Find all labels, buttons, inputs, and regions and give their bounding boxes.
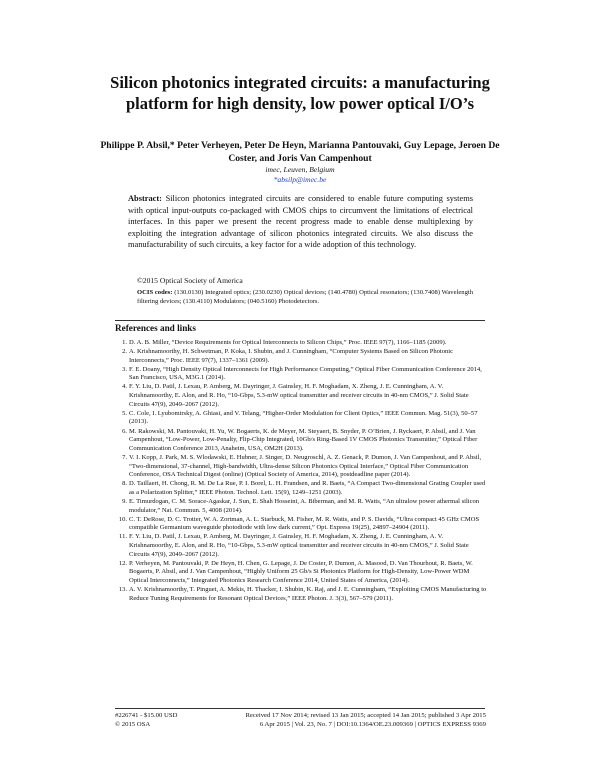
reference-number: 2. (122, 348, 127, 356)
reference-text: V. I. Kopp, J. Park, M. S. Wlodawski, E. Hubner, J. Singer, D. Neugroschl, A. Z. Genack, P. Dumon, J. Van Campenhout, and P. Absil, “Two-dimensional, 37-channel, High-bandwidth, Ultra-dense Silicon Photonics Optical Interface,” Optical Fiber Communication Conference, OSA Technical Digest (online) (Optical Society of America, 2014), postdeadline paper (2014). (129, 453, 482, 479)
ocis-label: OCIS codes: (137, 289, 173, 296)
reference-item (115, 339, 487, 348)
osa-copyright: © 2015 OSA (115, 721, 151, 729)
reference-item (115, 428, 487, 454)
reference-number: 3. (122, 365, 127, 373)
reference-text: D. A. B. Miller, “Device Requirements for Optical Interconnects to Silicon Chips,” Proc. IEEE 97(7), 1166–1185 (2009). (129, 339, 447, 346)
article-id: #226741 - $15.00 USD (115, 712, 178, 719)
footer-divider (115, 708, 485, 709)
reference-text: F. E. Doany, “High Density Optical Interconnects for High Performance Computing,” Optical Fiber Communication Conference 2014, San Francisco, USA, M3G.1 (2014). (129, 365, 482, 382)
abstract-label: Abstract: (128, 194, 162, 203)
abstract-text: Silicon photonics integrated circuits are considered to enable future computing systems with optical input-outputs co-packaged with CMOS chips to circumvent the limitations of electrical interfaces. In this paper we present the recent progress made to enable dense multiplexing by exploiting the integration advantage of silicon photonics integrated circuits. We also discuss the manufacturability of such circuits, a key factor for a wide adoption of this technology. (128, 194, 474, 250)
affiliation: imec, Leuven, Belgium (265, 165, 335, 174)
reference-item (115, 383, 487, 409)
journal-citation: 6 Apr 2015 | Vol. 23, No. 7 | DOI:10.1364/OE.23.009369 | OPTICS EXPRESS 9369 (259, 721, 486, 729)
reference-item (115, 366, 487, 383)
reference-number: 13. (118, 586, 127, 594)
reference-item (115, 586, 487, 603)
reference-number: 4. (122, 383, 127, 391)
reference-text: F. Y. Liu, D. Patil, J. Lexau, P. Amberg, M. Dayringer, J. Gainsley, H. F. Moghadam, X. Zheng, J. E. Cunningham, A. V. Krishnamoorthy, E. Alon, and R. Ho, “10-Gbps, 5.3-mW optical transmitter and receiver circuits in 40-nm CMOS,” J. Solid State Circuits 47(9), 2049–2067 (2012). (129, 383, 469, 408)
reference-number: 12. (118, 559, 127, 567)
received-dates: Received 17 Nov 2014; revised 13 Jan 2015; accepted 14 Jan 2015; published 3 Apr 2015 (245, 712, 486, 719)
reference-number: 8. (122, 480, 127, 488)
reference-item (115, 498, 487, 515)
corresponding-email[interactable]: *absilp@imec.be (273, 175, 327, 184)
reference-text: P. Verheyen, M. Pantouvaki, P. De Heyn, H. Chen, G. Lepage, J. De Coster, P. Dumon, A. Masood, D. Van Thourhout, R. Baets, W. Bogaerts, P. Absil, and J. Van Campenhout, “Highly Uniform 25 Gb/s Si Photonics Platform for High-Density, Low-Power WDM Optical Interconnects,” Integrated Photonics Research Conference 2014, United States of America, (2014). (129, 559, 473, 585)
reference-item (115, 533, 487, 559)
reference-text: C. T. DeRose, D. C. Trotter, W. A. Zortman, A. L. Starbuck, M. Fisher, M. R. Watts, and P. S. Davids, “Ultra compact 45 GHz CMOS compatible Germanium waveguide photodiode with low dark current,” Opt. Express 19(25), 24897–24904 (2011). (129, 515, 480, 532)
reference-text: M. Rakowski, M. Pantouvaki, H. Yu, W. Bogaerts, K. de Meyer, M. Steyaert, B. Snyder, P. O’Brien, J. Ryckaert, P. Absil, and J. Van Campenhout, “Low-Power, Low-Penalty, Flip-Chip Integrated, 10Gb/s Ring-Based 1V CMOS Photonics Transmitter,” Optical Fiber Communication Conference 2013, Anaheim, USA, OM2H (2013). (129, 427, 478, 452)
reference-item (115, 560, 487, 586)
reference-text: C. Cole, I. Lyubomirsky, A. Ghiasi, and V. Telang, “Higher-Order Modulation for Client Optics,” IEEE Commun. Mag. 51(3), 50–57 (2013). (129, 409, 478, 426)
reference-item (115, 410, 487, 427)
reference-number: 10. (118, 515, 127, 523)
copyright-notice: ©2015 Optical Society of America (137, 276, 243, 285)
paper-title: Silicon photonics integrated circuits: a manufacturing platform for high density, low power optical I/O’s (110, 73, 490, 113)
reference-text: A. Krishnamoorthy, H. Schwetman, P. Koka, I. Shubin, and J. Cunningham, “Computer Systems Based on Silicon Photonic Interconnects,” Proc. IEEE 97(7), 1337–1361 (2009). (129, 348, 453, 364)
reference-text: D. Taillaert, H. Chong, R. M. De La Rue, P. I. Borel, L. H. Frandsen, and R. Baets, “A Compact Two-dimensional Grating Coupler used as a Polarization Splitter,” IEEE Photon. Technol. Lett. 15(9), 1249–1251 (2003). (129, 480, 486, 496)
reference-item (115, 516, 487, 533)
ocis-text: (130.0130) Integrated optics; (230.0230) Optical devices; (140.4780) Optical resonators; (130.7408) Wavelength filtering devices; (130.4110) Modulators; (040.5160) Photodetectors. (137, 289, 473, 306)
author-list: Philippe P. Absil,* Peter Verheyen, Peter De Heyn, Marianna Pantouvaki, Guy Lepage, Jeroen De Coster, and Joris Van Campenhout (100, 140, 500, 164)
references-heading: References and links (115, 323, 196, 333)
section-divider (115, 320, 485, 321)
reference-text: F. Y. Liu, D. Patil, J. Lexau, P. Amberg, M. Dayringer, J. Gainsley, H. F. Moghadam, X. Zheng, J. E. Cunningham, A. V. Krishnamoorthy, E. Alon, and R. Ho, “10-Gbps, 5.3-mW optical transmitter and receiver circuits in 40-nm CMOS,” J. Solid State Circuits 47(9), 2049–2067 (2012). (129, 533, 469, 558)
reference-number: 1. (122, 339, 127, 346)
reference-item (115, 454, 487, 480)
reference-number: 11. (119, 533, 127, 541)
reference-number: 6. (122, 427, 127, 435)
reference-item (115, 480, 487, 497)
affiliation-block (200, 165, 400, 185)
reference-list (115, 339, 487, 604)
abstract (128, 193, 473, 251)
reference-item (115, 348, 487, 365)
footer-left (115, 711, 177, 730)
reference-number: 7. (122, 453, 127, 461)
ocis-codes (137, 288, 473, 307)
reference-number: 9. (122, 497, 127, 505)
reference-number: 5. (122, 409, 127, 417)
reference-text: A. V. Krishnamoorthy, T. Pinguet, A. Mekis, H. Thacker, I. Shubin, K. Raj, and J. E. Cunningham, “Exploiting CMOS Manufacturing to Reduce Tuning Requirements for Resonant Optical Devices,” IEEE Photon. J. 3(3), 567–579 (2011). (129, 586, 487, 602)
reference-text: E. Timurdogan, C. M. Sorace-Agaskar, J. Sun, E. Shah Hosseini, A. Biberman, and M. R. Watts, “An ultralow power athermal silicon modulator,” Nat. Commun. 5, 4008 (2014). (129, 497, 480, 514)
footer-right (245, 711, 486, 730)
